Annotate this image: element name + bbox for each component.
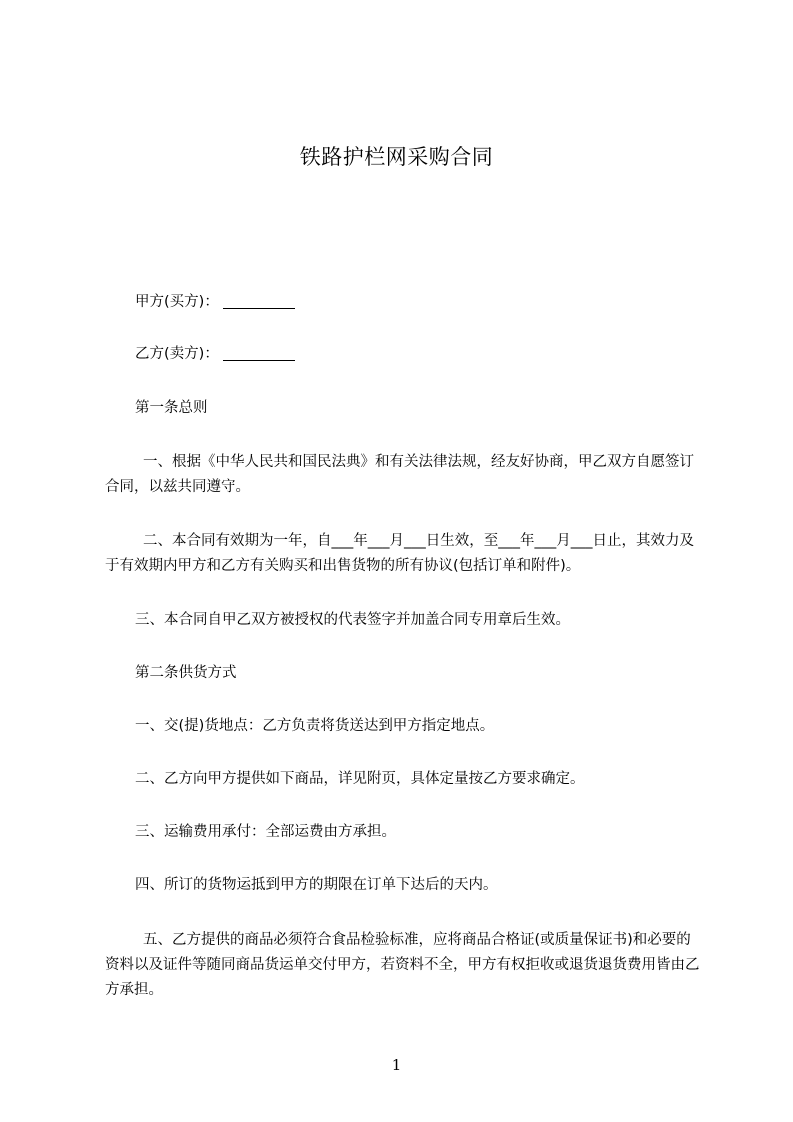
party-b-label: 乙方(卖方)：	[135, 346, 219, 362]
section-heading-2: 第二条供货方式	[135, 665, 237, 681]
party-b-blank	[223, 344, 295, 361]
party-a-line	[105, 290, 701, 315]
party-a-label: 甲方(买方)：	[135, 294, 219, 310]
paragraph-1-3: 三、本合同自甲乙双方被授权的代表签字并加盖合同专用章后生效。	[135, 612, 570, 628]
party-b-line	[105, 342, 701, 367]
paragraph-2-3: 三、运输费用承付：全部运费由方承担。	[135, 824, 396, 840]
paragraph-2-5: 五、乙方提供的商品必须符合食品检验标准，应将商品合格证(或质量保证书)和必要的资料以及证件等随同商品货运单交付甲方，若资料不全，甲方有权拒收或退货退货费用皆由乙方承担。	[105, 932, 700, 998]
paragraph-1-1: 一、根据《中华人民共和国民法典》和有关法律法规，经友好协商，甲乙双方自愿签订合同，以兹共同遵守。	[105, 454, 694, 495]
paragraph-2-1: 一、交(提)货地点：乙方负责将货送达到甲方指定地点。	[135, 718, 495, 734]
paragraph-2-2: 二、乙方向甲方提供如下商品，详见附页，具体定量按乙方要求确定。	[135, 771, 585, 787]
party-a-blank	[223, 292, 295, 309]
paragraph-2-4: 四、所订的货物运抵到甲方的期限在订单下达后的天内。	[135, 877, 498, 893]
paragraph-1-2: 二、本合同有效期为一年，自___年___月___日生效，至___年___月___日止，其效力及于有效期内甲方和乙方有关购买和出售货物的所有协议(包括订单和附件)。	[105, 533, 694, 574]
page-number: 1	[391, 1056, 402, 1074]
document-title: 铁路护栏网采购合同	[299, 145, 494, 169]
section-heading-1: 第一条总则	[135, 400, 208, 416]
